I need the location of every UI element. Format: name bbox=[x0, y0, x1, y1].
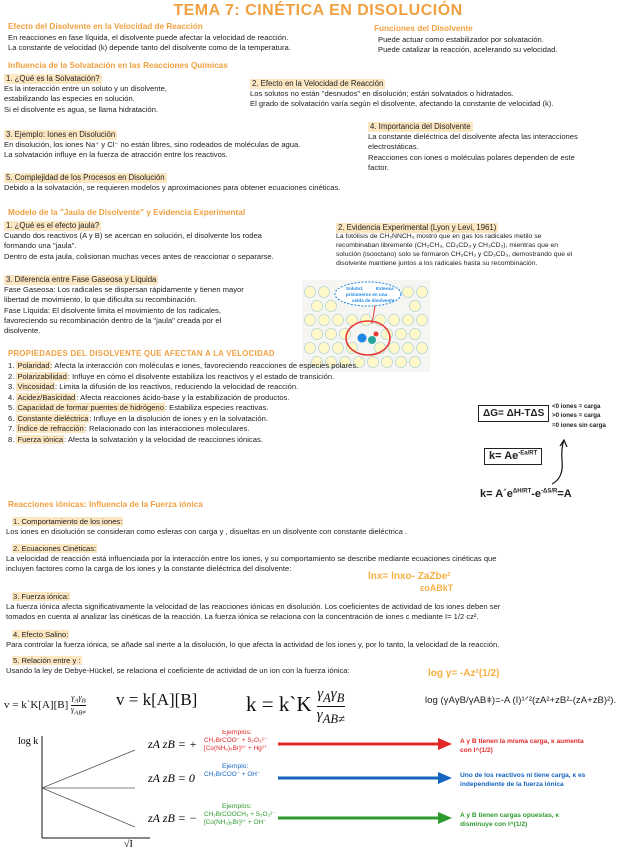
ionicas-label: 3. Fuerza iónica: bbox=[13, 592, 70, 601]
eq-rate-1-lhs: v = k`K[A][B] bbox=[4, 698, 69, 711]
influencia-label: 2. Efecto en la Velocidad de Reacción bbox=[252, 79, 384, 88]
solvent-sphere bbox=[409, 300, 420, 311]
influencia-text: En disolución, los iones Na⁺ y Cl⁻ no están libres, sino rodeados de moléculas de agua. bbox=[4, 140, 301, 150]
solute-c bbox=[374, 332, 379, 337]
eq-ln-num: lnx= lnxo- ZaZbe² bbox=[368, 571, 451, 582]
solvent-sphere bbox=[402, 342, 413, 353]
propiedad-item: 4. Acidez/Basicidad: Afecta reacciones ácido-base y la estabilización de productos. bbox=[8, 392, 290, 402]
graph-row-note: Uno de los reactivos ni tiene carga, κ es bbox=[460, 772, 586, 779]
propiedad-item: 1. Polaridad: Afecta la interacción con moléculas e iones, favoreciendo reacciones de especies polares. bbox=[8, 361, 359, 370]
jaula-text: Dentro de esta jaula, colisionan muchas veces antes de reaccionar o separarse. bbox=[4, 251, 274, 261]
solvent-sphere bbox=[311, 328, 322, 339]
solvent-sphere bbox=[360, 314, 371, 325]
caption-word: Extensa bbox=[376, 286, 394, 291]
ionic-strength-graph bbox=[0, 730, 636, 848]
jaula-text: disolvente. bbox=[4, 325, 41, 335]
solvent-sphere bbox=[402, 286, 413, 297]
solvent-sphere bbox=[318, 342, 329, 353]
ionicas-label: 4. Efecto Salino: bbox=[13, 630, 69, 639]
jaula-text: Cuando dos reactivos (A y B) se acercan en solución, el disolvente los rodea bbox=[4, 231, 262, 241]
propiedad-text: : Influye en cómo el disolvente estabiliza los reactivos y el estado de transición. bbox=[67, 371, 335, 381]
solvent-sphere bbox=[318, 314, 329, 325]
ionicas-label: 5. Relación entre y : bbox=[13, 656, 81, 665]
graph-line-positive bbox=[42, 750, 135, 788]
influencia-label: 5. Complejidad de los Procesos en Disolución bbox=[6, 173, 165, 182]
eq-debye-huckel: log γ= -Az²(1/2) bbox=[428, 668, 500, 679]
solvent-sphere bbox=[311, 300, 322, 311]
propiedad-term: Fuerza iónica bbox=[17, 434, 64, 444]
funciones-line: Puede actuar como estabilizador por solvatación. bbox=[378, 34, 544, 44]
solvent-sphere bbox=[325, 300, 336, 311]
eq-rate-1 bbox=[4, 694, 86, 717]
jaula-label: 3. Diferencia entre Fase Gaseosa y Líquida bbox=[6, 275, 157, 284]
propiedad-text: : Afecta la solvatación y la velocidad de reacciones iónicas. bbox=[64, 434, 263, 444]
ionicas-text: Para controlar la fuerza iónica, se añade sal inerte a la disolución, lo que afecta la actividad de los iones y, por lo tanto, la velocidad de la reacción. bbox=[6, 640, 500, 650]
propiedad-text: : Afecta reacciones ácido-base y la estabilización de productos. bbox=[76, 392, 290, 402]
eq-log-gamma: log (γAγB/γABǂ)=-A (I)¹ᐟ²(zA²+zB²-(zA+zB)²). bbox=[425, 695, 617, 706]
jaula-block-3 bbox=[4, 275, 304, 336]
ionicas-s1 bbox=[6, 517, 626, 537]
eq-rate-3-lhs: k = k`K bbox=[246, 692, 312, 717]
jaula-block-2 bbox=[336, 223, 636, 269]
efecto-heading: Efecto del Disolvente en la Velocidad de Reacción bbox=[8, 22, 203, 31]
propiedad-item: 6. Constante dieléctrica: Influye en la disolución de iones y en la solvatación. bbox=[8, 413, 268, 423]
propiedad-term: Polarizabilidad bbox=[17, 371, 67, 381]
influencia-text: Los solutos no están "desnudos" en disolución; están solvatados o hidratados. bbox=[250, 89, 514, 99]
influencia-block-3 bbox=[4, 130, 374, 161]
propiedad-text: : Limita la difusión de los reactivos, reduciendo la velocidad de reacción. bbox=[55, 382, 299, 392]
influencia-block-5 bbox=[4, 173, 424, 193]
influencia-text: Reacciones con iones o moléculas polares dependen de este bbox=[368, 152, 575, 162]
eq-eyring-mid: -e bbox=[531, 488, 542, 500]
solvent-cage-diagram bbox=[302, 280, 430, 372]
propiedad-item: 5. Capacidad de formar puentes de hidrógeno: Estabiliza especies reactivas. bbox=[8, 403, 269, 413]
ionicas-label: 1. Comportamiento de los iones: bbox=[13, 517, 123, 526]
jaula-text: disolvente mantiene juntos a los radicales hasta su recombinación. bbox=[336, 259, 538, 267]
solvent-sphere bbox=[416, 314, 427, 325]
eq-gibbs-box bbox=[478, 405, 549, 422]
solvent-sphere bbox=[402, 314, 413, 325]
solvent-sphere bbox=[304, 342, 315, 353]
graph-row-examples-title: Ejemplo: bbox=[222, 763, 249, 770]
influencia-block-1 bbox=[4, 74, 254, 115]
propiedades-heading: PROPIEDADES DEL DISOLVENTE QUE AFECTAN A LA VELOCIDAD bbox=[8, 349, 275, 358]
eq-eyring-end: =A bbox=[557, 488, 572, 500]
jaula-text: Fase Gaseosa: Los radicales se dispersan rápidamente y tienen mayor bbox=[4, 285, 244, 295]
eq-gibbs: ΔG= ΔH-TΔS bbox=[483, 408, 545, 419]
solvent-sphere bbox=[332, 314, 343, 325]
solvent-sphere bbox=[409, 328, 420, 339]
graph-row-arrow-head bbox=[438, 812, 452, 824]
solvent-sphere bbox=[388, 342, 399, 353]
propiedad-text: : Afecta la interacción con moléculas e iones, favoreciendo reacciones de especies polares. bbox=[50, 361, 359, 370]
caption-word: prisioneros en una bbox=[346, 292, 388, 297]
ionicas-text: La fuerza iónica afecta significativamente la velocidad de las reacciones iónicas en disolución. Los coeficientes de actividad de los iones deben ser bbox=[6, 602, 501, 612]
ionicas-text: Usando la ley de Debye-Hückel, se relaciona el coeficiente de actividad de un ion con la fuerza iónica: bbox=[6, 666, 350, 676]
solvent-sphere bbox=[416, 342, 427, 353]
eq-rate-1-frac: $\gamma_A\gamma_B$ $\gamma_{AB\ne}$ bbox=[71, 693, 86, 717]
gibbs-note: =0 iones sin carga bbox=[552, 421, 606, 429]
jaula-text: formando una "jaula". bbox=[4, 241, 77, 251]
influencia-block-4 bbox=[368, 122, 634, 173]
ionicas-text: Los iones en disolución se consideran como esferas con carga y , disueltas en un disolvente con constante dieléctrica . bbox=[6, 527, 408, 537]
ionicas-s4 bbox=[6, 630, 634, 650]
influencia-block-2 bbox=[250, 79, 635, 110]
eq-rate-3-frac: $\gamma_A\gamma_B$ $\gamma_{AB\ne}$ bbox=[316, 686, 345, 726]
funciones-heading: Funciones del Disolvente bbox=[374, 24, 473, 33]
curved-arrow-icon bbox=[548, 438, 578, 486]
propiedad-term: Índice de refracción bbox=[17, 424, 84, 434]
graph-xlabel: √I bbox=[124, 839, 133, 848]
propiedad-term: Acidez/Basicidad bbox=[17, 392, 76, 402]
graph-row-example: CH₂BrCOO⁻ + OH⁻ bbox=[204, 771, 261, 778]
influencia-text: estabilizando las especies en solución. bbox=[4, 94, 135, 104]
solvent-sphere bbox=[395, 328, 406, 339]
propiedad-text: : Estabiliza especies reactivas. bbox=[164, 403, 269, 413]
solute-b bbox=[368, 336, 376, 344]
caption-word: Soluto1 bbox=[346, 286, 363, 291]
eq-rate-2: v = k[A][B] bbox=[116, 690, 198, 709]
funciones-section bbox=[374, 24, 634, 55]
jaula-text: libertad de movimiento, lo que dificulta su recombinación. bbox=[4, 295, 197, 305]
eq-arrhenius-box bbox=[484, 448, 542, 465]
propiedad-item: 2. Polarizabilidad: Influye en cómo el disolvente estabiliza los reactivos y el estado de transición. bbox=[8, 371, 335, 381]
solvent-sphere bbox=[325, 328, 336, 339]
graph-row-note: A y B tienen cargas opuestas, κ bbox=[460, 812, 560, 819]
eq-arrhenius-exp: -Ea/RT bbox=[518, 450, 538, 457]
propiedad-term: Constante dieléctrica bbox=[17, 413, 89, 423]
influencia-text: El grado de solvatación varía según el disolvente, afectando la constante de velocidad (k). bbox=[250, 99, 554, 109]
graph-row-note: disminuye con I^(1/2) bbox=[460, 821, 528, 828]
ionicas-text: tomados en cuenta al analizar las cinéticas de la reacción. La fuerza iónica se relaciona con la concentración de iones c mediante I= 1/2 cz². bbox=[6, 612, 479, 622]
eq-eyring-exp: ΔH/RT bbox=[512, 488, 532, 495]
eq-rate-3 bbox=[246, 686, 345, 727]
gibbs-note: <0 iones = carga bbox=[552, 403, 601, 410]
jaula-text: La fotólisis de CH₃NNCH₃ mostró que en gas los radicales metilo se bbox=[336, 233, 542, 241]
influencia-text: Si el disolvente es agua, se llama hidratación. bbox=[4, 104, 159, 114]
propiedades-list bbox=[8, 361, 468, 445]
ionicas-s2 bbox=[6, 544, 626, 574]
efecto-line: En reacciones en fase líquida, el disolvente puede afectar la velocidad de reacción. bbox=[8, 32, 289, 42]
influencia-text: Debido a la solvatación, se requieren modelos y aproximaciones para obtener ecuaciones cinéticas. bbox=[4, 183, 341, 193]
efecto-line: La constante de velocidad (k) depende tanto del disolvente como de la temperatura. bbox=[8, 43, 291, 52]
graph-row-arrow-head bbox=[438, 772, 452, 784]
solute-a bbox=[358, 334, 367, 343]
influencia-text: Es la interacción entre un soluto y un disolvente, bbox=[4, 84, 167, 94]
ionicas-label: 2. Ecuaciones Cinéticas: bbox=[13, 544, 97, 553]
funciones-line: Puede catalizar la reacción, acelerando su velocidad. bbox=[378, 45, 558, 54]
graph-row-note: con I^(1/2) bbox=[460, 747, 493, 754]
propiedad-item: 3. Viscosidad: Limita la difusión de los reactivos, reduciendo la velocidad de reacción. bbox=[8, 382, 299, 392]
eq-eyring bbox=[480, 487, 572, 502]
graph-row-equation: zA zB = 0 bbox=[148, 771, 195, 785]
jaula-text: favoreciendo su recombinación dentro de la "jaula" creada por el bbox=[4, 315, 222, 325]
solvent-sphere bbox=[388, 314, 399, 325]
eq-eyring-exp2: -ΔS/R bbox=[541, 488, 558, 495]
graph-row-arrow-head bbox=[438, 738, 452, 750]
propiedad-text: : Relacionado con las interacciones moleculares. bbox=[84, 424, 250, 434]
solvent-sphere bbox=[304, 314, 315, 325]
ionicas-text: La velocidad de reacción está influenciada por la interacción entre los iones, y su comportamiento se describe mediante ecuaciones cinéticas que bbox=[6, 554, 497, 564]
ionicas-heading: Reacciones iónicas: Influencia de la Fuerza iónica bbox=[8, 500, 203, 509]
graph-row-note: A y B tienen la misma carga, κ aumenta bbox=[460, 738, 584, 745]
graph-row-note: independiente de la fuerza iónica bbox=[460, 781, 564, 788]
graph-row-example: [Co(NH₃)₅Br]²⁺ + OH⁻ bbox=[204, 819, 267, 826]
influencia-text: electrostáticas. bbox=[368, 142, 419, 152]
influencia-text: La solvatación influye en la fuerza de atracción entre los reactivos. bbox=[4, 150, 228, 160]
jaula-text: Fase Líquida: El disolvente limita el movimiento de los radicales, bbox=[4, 305, 221, 315]
jaula-text: recombinaban libremente (CH₃CH₃, CD₃CD₃ y CH₃CD₃), mientras que en bbox=[336, 242, 559, 250]
graph-row-examples-title: Ejemplos: bbox=[222, 730, 252, 736]
propiedad-item: 7. Índice de refracción: Relacionado con las interacciones moleculares. bbox=[8, 424, 250, 434]
eq-ln-den: εoABkT bbox=[420, 583, 454, 594]
jaula-block-1 bbox=[4, 221, 334, 262]
graph-row-equation: zA zB = + bbox=[148, 737, 197, 751]
eq-arrhenius: k= Ae bbox=[489, 450, 519, 462]
graph-row-equation: zA zB = − bbox=[148, 811, 197, 825]
graph-row-example: CH₂BrCOOCH₃ + S₂O₃²⁻ bbox=[204, 811, 276, 818]
influencia-heading: Influencia de la Solvatación en las Reacciones Químicas bbox=[8, 61, 228, 70]
jaula-heading: Modelo de la "Jaula de Disolvente" y Evidencia Experimental bbox=[8, 208, 246, 217]
ionicas-s3 bbox=[6, 592, 634, 622]
page-title: TEMA 7: CINÉTICA EN DISOLUCIÓN bbox=[173, 2, 463, 19]
graph-row-example: CH₂BrCOO⁻ + S₂O₃²⁻ bbox=[204, 737, 268, 744]
gibbs-notes bbox=[552, 402, 606, 430]
graph-row-examples-title: Ejemplos: bbox=[222, 803, 252, 810]
ionicas-s5 bbox=[6, 656, 446, 676]
solvent-sphere bbox=[318, 286, 329, 297]
graph-ylabel: log k bbox=[18, 736, 39, 747]
propiedad-term: Capacidad de formar puentes de hidrógeno bbox=[17, 403, 164, 413]
influencia-label: 1. ¿Qué es la Solvatación? bbox=[6, 74, 100, 83]
caption-word: celda de disolvente bbox=[352, 298, 395, 303]
propiedad-text: : Influye en la disolución de iones y en la solvatación. bbox=[89, 413, 268, 423]
influencia-text: factor. bbox=[368, 162, 389, 172]
jaula-label: 1. ¿Qué es el efecto jaula? bbox=[6, 221, 100, 230]
jaula-label: 2. Evidencia Experimental (Lyon y Levi, 1961) bbox=[338, 223, 497, 232]
ionicas-text: incluyen factores como la carga de los iones y la constante dieléctrica del disolvente: bbox=[6, 564, 292, 574]
graph-line-negative bbox=[42, 788, 135, 827]
graph-rows bbox=[147, 730, 586, 828]
propiedad-item: 8. Fuerza iónica: Afecta la solvatación y la velocidad de reacciones iónicas. bbox=[8, 434, 263, 444]
solvent-sphere bbox=[332, 342, 343, 353]
influencia-text: La constante dieléctrica del disolvente afecta las interacciones bbox=[368, 132, 578, 142]
eq-eyring-base: k= A´e bbox=[480, 488, 513, 500]
influencia-label: 4. Importancia del Disolvente bbox=[370, 122, 471, 131]
influencia-label: 3. Ejemplo: Iones en Disolución bbox=[6, 130, 116, 139]
propiedad-term: Polaridad bbox=[17, 361, 50, 370]
efecto-section bbox=[8, 22, 368, 53]
propiedad-term: Viscosidad bbox=[17, 382, 55, 392]
gibbs-note: >0 iones = carga bbox=[552, 412, 601, 420]
solvent-sphere bbox=[304, 286, 315, 297]
graph-row-example: [Co(NH₃)₅Br]²⁺ + Hg²⁺ bbox=[204, 745, 268, 752]
jaula-text: solución (isooctano) solo se formaron CH₃CH₃ y CD₃CD₃, demostrando que el bbox=[336, 251, 573, 259]
solvent-sphere bbox=[416, 286, 427, 297]
